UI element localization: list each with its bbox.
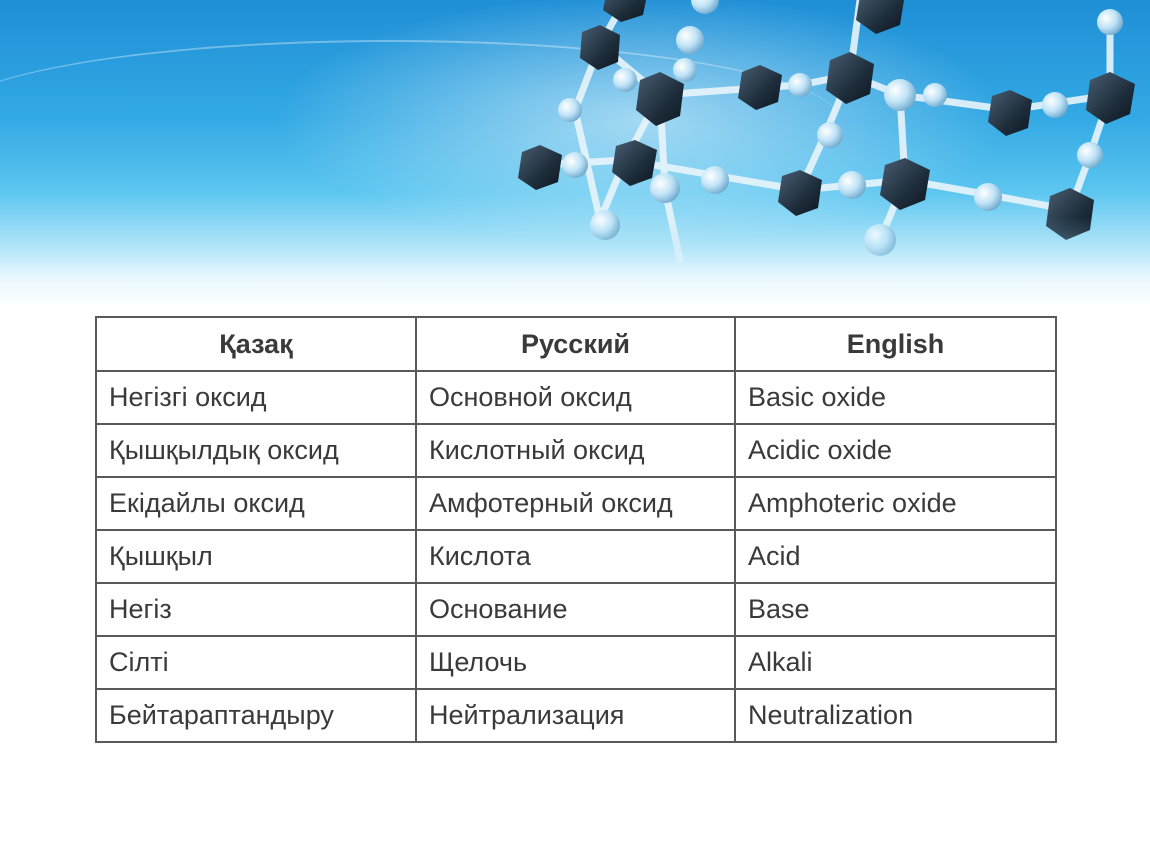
cell-english: Acid (735, 530, 1056, 583)
cell-english: Base (735, 583, 1056, 636)
table-row (96, 689, 1056, 742)
terms-table (95, 316, 1057, 743)
molecule-model-image (500, 0, 1150, 310)
cell-russian: Нейтрализация (416, 689, 735, 742)
cell-kazakh: Екідайлы оксид (96, 477, 416, 530)
header-english: English (735, 317, 1056, 371)
header-banner (0, 0, 1150, 310)
cell-english: Acidic oxide (735, 424, 1056, 477)
cell-russian: Амфотерный оксид (416, 477, 735, 530)
cell-kazakh: Негізгі оксид (96, 371, 416, 424)
cell-kazakh: Бейтараптандыру (96, 689, 416, 742)
table-header-row (96, 317, 1056, 371)
cell-english: Basic oxide (735, 371, 1056, 424)
cell-russian: Кислота (416, 530, 735, 583)
cell-russian: Щелочь (416, 636, 735, 689)
cell-english: Amphoteric oxide (735, 477, 1056, 530)
table-row (96, 530, 1056, 583)
terms-table-container (95, 316, 1057, 743)
cell-russian: Кислотный оксид (416, 424, 735, 477)
header-kazakh: Қазақ (96, 317, 416, 371)
header-russian: Русский (416, 317, 735, 371)
cell-russian: Основной оксид (416, 371, 735, 424)
cell-english: Neutralization (735, 689, 1056, 742)
table-row (96, 477, 1056, 530)
cell-russian: Основание (416, 583, 735, 636)
cell-kazakh: Қышқыл (96, 530, 416, 583)
table-row (96, 583, 1056, 636)
table-row (96, 636, 1056, 689)
table-row (96, 371, 1056, 424)
cell-kazakh: Сілті (96, 636, 416, 689)
table-row (96, 424, 1056, 477)
cell-kazakh: Негіз (96, 583, 416, 636)
cell-english: Alkali (735, 636, 1056, 689)
cell-kazakh: Қышқылдық оксид (96, 424, 416, 477)
